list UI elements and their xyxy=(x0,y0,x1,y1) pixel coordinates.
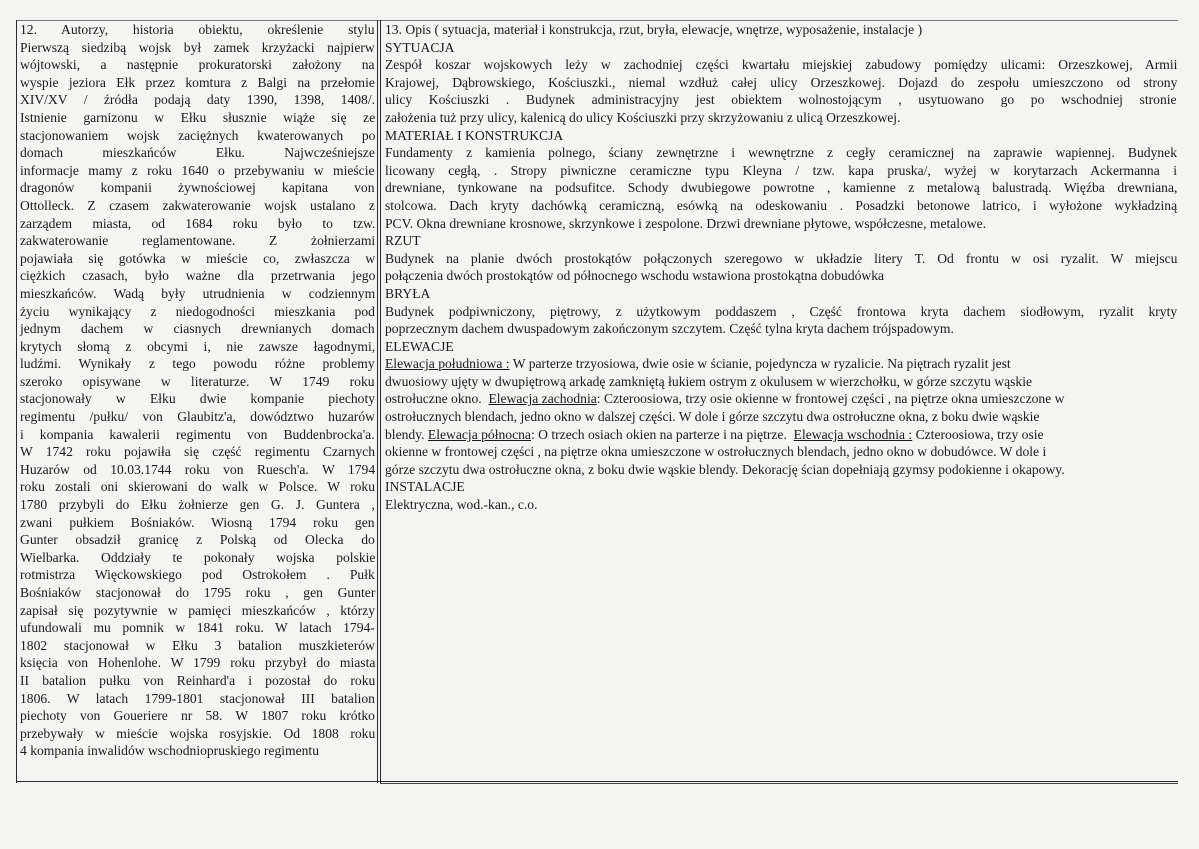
text-line-content: Fundamenty z kamienia polnego, ściany zewnętrzne i wewnętrzne z cegły ceramicznej na zaprawie wapiennej. Budynek xyxy=(385,145,1177,161)
text-line-content: Gunter obsadził granicę z Polską od Olecka do xyxy=(20,532,375,548)
text-line-content: połączenia dwóch prostokątów od północnego wschodu wstawiona prostokątna dobudówka xyxy=(385,268,885,284)
text-line xyxy=(20,267,375,285)
text-line-content: ufundowali mu pomnik w 1841 roku. W latach 1794- xyxy=(20,620,375,636)
text-line xyxy=(385,179,1177,197)
rzut-title: RZUT xyxy=(385,233,421,249)
text-line xyxy=(20,74,375,92)
text-line xyxy=(20,654,375,672)
elewacje-line: górze szczytu dwa ostrołuczne okna, z boku dwie wąskie blendy. Dekorację ścian dopełniają gzymsy podokienne i okapowy. xyxy=(385,461,1065,477)
text-line xyxy=(20,742,375,760)
text-line xyxy=(20,549,375,567)
text-line-content: Bośniaków stacjonował do 1795 roku , gen Gunter xyxy=(20,585,376,600)
material-text xyxy=(385,144,1177,232)
text-line xyxy=(20,531,375,549)
text-line-content: poprzecznym dachem dwuspadowym zakończonym szczytem. Część tylna kryta dachem trójspadowym. xyxy=(385,321,954,337)
text-line-content: piechoty von Goueriere nr 58. W 1807 roku krótko xyxy=(20,708,375,724)
bryla-text xyxy=(385,303,1177,338)
bryla-title: BRYŁA xyxy=(385,285,431,301)
text-line-content: roku zostali oni skierowani do walk w Polsce. W roku xyxy=(20,479,375,495)
text-line xyxy=(20,162,375,180)
text-line xyxy=(20,408,375,426)
elewacje-title: ELEWACJE xyxy=(385,338,454,354)
text-line-content: założenia tuż przy ulicy, kalenicą do ulicy Kościuszki przy skrzyżowaniu z ulicą Orzeszkowej. xyxy=(385,109,901,125)
text-line xyxy=(385,197,1177,215)
text-line xyxy=(385,162,1177,180)
instalacje-text: Elektryczna, wod.-kan., c.o. xyxy=(385,497,538,513)
text-line-content: zwani pułkiem Bośniaków. Wiosną 1794 roku gen xyxy=(20,514,375,530)
text-line-content: domach mieszkańców Ełku. Najwcześniejsze xyxy=(20,145,375,161)
text-line-content: rotmistrza Więckowskiego pod Ostrokołem . Pułk xyxy=(20,567,375,583)
text-line-content: stacjonowaniem wojsk zaciężnych kwaterowanych po xyxy=(20,127,376,143)
text-line-content: przebywały w mieście wojska rosyjskie. Od 1808 roku xyxy=(20,725,376,741)
text-line-content: 12. Autorzy, historia obiektu, określenie stylu xyxy=(20,22,375,37)
bottom-border-inner xyxy=(380,783,1178,784)
text-line xyxy=(20,56,375,74)
text-line-content: dragonów kompanii żywnościowej kapitana von xyxy=(20,180,375,196)
material-title: MATERIAŁ I KONSTRUKCJA xyxy=(385,127,564,143)
text-line-content: 1802 stacjonował w Ełku 3 batalion muszkieterów xyxy=(20,637,375,653)
elewacje-line: dwuosiowy ujęty w dwupiętrową arkadę zamkniętą łukiem ostrym z okulusem w wierzchołku, w górze szczytu wąskie xyxy=(385,373,1033,389)
text-line xyxy=(385,91,1177,109)
text-line xyxy=(20,637,375,655)
text-line-content: regimentu /pułku/ von Glaubitz'a, dowództwo huzarów xyxy=(20,409,375,425)
text-line-content: stacjonowały w Ełku dwie kompanie piechoty xyxy=(20,391,376,407)
text-line-content: Budynek podpiwniczony, piętrowy, z użytkowym poddaszem , Część frontowa kryta dachem siodłowym, ryzalit kryty xyxy=(385,303,1178,319)
text-line xyxy=(385,109,1177,127)
elewacje-line: okienne w frontowej części , na piętrze okna umieszczone w ostrołucznych blendach, jedno okno w dobudówce. W dole i xyxy=(385,444,1047,460)
text-line-content: jednym dachem w ciasnych drewnianych domach xyxy=(20,321,375,337)
elewacje-line: ostrołucznych blendach, jedno okno w dalszej części. W dole i górze szczytu dwa ostrołuczne okna, z boku dwie wąskie xyxy=(385,409,1040,425)
text-line xyxy=(20,179,375,197)
text-line xyxy=(20,21,375,39)
text-line-content: i kompania kawalerii regimentu von Buddenbrocka'a. xyxy=(20,426,375,442)
text-line-content: XIV/XV / źródła podają daty 1390, 1398, 1408/. xyxy=(20,92,376,108)
text-line-content: szeroko opisywane w literaturze. W 1749 roku xyxy=(20,373,375,389)
text-line xyxy=(385,303,1177,321)
text-line xyxy=(20,250,375,268)
text-line-content: wyspie jeziora Ełk przez komtura z Balgi na przełomie xyxy=(20,74,375,90)
instalacje-title: INSTALACJE xyxy=(385,479,465,495)
text-line xyxy=(385,320,1177,338)
text-line-content: ciężkich czasach, było ważne dla przetrwania jego xyxy=(20,268,376,284)
elewacja-zachodnia-label: Elewacja zachodnia xyxy=(488,391,597,407)
text-line-content: życiu wynikający z niedogodności mieszkania pod xyxy=(20,303,375,319)
text-line xyxy=(20,390,375,408)
text-line xyxy=(385,74,1177,92)
text-line-content: Pierwszą siedzibą wojsk był zamek krzyżacki najpierw xyxy=(20,39,375,55)
text-line xyxy=(20,91,375,109)
text-line-content: PCV. Okna drewniane krosnowe, skrzynkowe i zespolone. Drzwi drewniane płytowe, współczesne, metalowe. xyxy=(385,215,987,231)
text-line xyxy=(20,285,375,303)
section-13-heading: 13. Opis ( sytuacja, materiał i konstrukcja, rzut, bryła, elewacje, wnętrze, wyposażenie, instalacje ) xyxy=(385,22,923,37)
elewacje-line: blendy. Elewacja północna : O trzech osiach okien na parterze i na piętrze. Elewacja wschodnia : Czteroosiowa, trzy osie xyxy=(385,426,1044,442)
text-line xyxy=(20,514,375,532)
elewacje-line: Elewacja południowa : W parterze trzyosiowa, dwie osie w ścianie, pojedyncza w ryzalicie. Na piętrach ryzalit jest xyxy=(385,356,1011,372)
text-line xyxy=(385,56,1177,74)
text-line-content: Huzarów od 10.03.1744 roku von Ruesch'a. W 1794 xyxy=(20,461,376,477)
text-line xyxy=(385,144,1177,162)
text-line-content: wójtowski, a następnie prokuratorski założony na xyxy=(20,57,375,73)
text-line-content: mieszkańców. Wadą były utrudnienia w codziennym xyxy=(20,285,376,301)
text-line xyxy=(20,461,375,479)
text-line xyxy=(20,39,375,57)
text-line-content: II batalion pułku von Reinhard'a i pozostał do roku xyxy=(20,672,376,688)
text-line xyxy=(20,672,375,690)
text-line xyxy=(20,478,375,496)
text-line xyxy=(20,303,375,321)
text-line xyxy=(20,443,375,461)
text-line-content: Zespół koszar wojskowych leży w zachodniej części kwartału miejskiej zabudowy pomiędzy ulicami: Orzeszkowej, Armii xyxy=(385,57,1178,73)
text-line-content: zapisał się pozytywnie w pamięci mieszkańców , którzy xyxy=(20,602,376,618)
text-line-content: pojawiała się gotówka w mieście co, zwłaszcza w xyxy=(20,250,376,266)
text-line xyxy=(20,144,375,162)
text-line-content: Istnienie garnizonu w Ełku słusznie wiąże się ze xyxy=(20,109,376,125)
text-line-content: Wielbarka. Oddziały te pokonały wojska polskie xyxy=(20,549,376,565)
text-line-content: informacje mamy z roku 1640 o przebywaniu w mieście xyxy=(20,162,375,178)
elewacja-wschodnia-label: Elewacja wschodnia : xyxy=(793,426,913,442)
text-line xyxy=(20,426,375,444)
elewacje-line: ostrołuczne okno. Elewacja zachodnia : Czteroosiowa, trzy osie okienne w frontowej części , na piętrze okna umieszczone w xyxy=(385,391,1065,407)
text-line-content: Krajowej, Dąbrowskiego, Kościuszki., niemal wzdłuż całej ulicy Orzeszkowej. Dojazd do zespołu umieszczono od strony xyxy=(385,74,1178,90)
text-line xyxy=(20,707,375,725)
text-line-content: zakwaterowanie reglamentowane. Z żołnierzami xyxy=(20,233,376,249)
left-border xyxy=(16,20,17,783)
text-line-content: Ottolleck. Z czasem zakwaterowanie wojsk ustalano z xyxy=(20,197,375,213)
text-line xyxy=(385,215,1177,233)
column-divider xyxy=(377,20,378,783)
text-line xyxy=(20,355,375,373)
rzut-text xyxy=(385,250,1177,285)
text-line-content: krytych słomą z obcymi i, nie zawsze łagodnymi, xyxy=(20,338,376,354)
sytuacja-title: SYTUACJA xyxy=(385,39,455,55)
text-line-content: drewniane, tynkowane na podsufitce. Schody dwubiegowe powrotne , kamienne z metalową balustradą. Więźba drewniana, xyxy=(385,180,1178,196)
text-line-content: licowany cegłą, . Stropy piwniczne ceramiczne typu Kleyna / tzw. kapa pruska/, wyżej w korytarzach Ackermanna i xyxy=(385,162,1177,178)
text-line xyxy=(20,619,375,637)
text-line-content: stolcowa. Dach kryty dachówką ceramiczną, esówką na odeskowaniu . Posadzki betonowe latrico, i wyłożone wykładziną xyxy=(385,197,1178,213)
text-line-content: księcia von Hohenlohe. W 1799 roku przybył do miasta xyxy=(20,655,376,671)
text-line-content: 1806. W latach 1799-1801 stacjonował III batalion xyxy=(20,690,375,706)
text-line xyxy=(20,725,375,743)
text-line xyxy=(20,232,375,250)
text-line-content: W 1742 roku pojawiła się część regimentu Czarnych xyxy=(20,444,376,460)
text-line-content: Budynek na planie dwóch prostokątów połączonych szeregowo w układzie litery T. Od frontu w osi ryzalit. W miejscu xyxy=(385,250,1178,266)
text-line xyxy=(20,496,375,514)
column-divider-inner xyxy=(380,20,381,783)
text-line xyxy=(20,690,375,708)
text-line xyxy=(20,584,375,602)
text-line xyxy=(20,373,375,391)
text-line-content: ludźmi. Wynikały z tego powodu różne problemy xyxy=(20,356,375,372)
text-line-content: 1780 przybyli do Ełku żołnierze gen G. J. Guntera , xyxy=(20,497,375,513)
text-line-content: 4 kompania inwalidów wschodniopruskiego regimentu xyxy=(20,743,320,759)
text-line xyxy=(385,250,1177,268)
text-line xyxy=(20,602,375,620)
text-line xyxy=(20,566,375,584)
text-line xyxy=(20,127,375,145)
text-line xyxy=(20,109,375,127)
description-column xyxy=(385,21,1177,514)
text-line xyxy=(20,320,375,338)
history-column xyxy=(20,21,375,760)
text-line xyxy=(20,215,375,233)
sytuacja-text xyxy=(385,56,1177,126)
text-line xyxy=(20,197,375,215)
text-line-content: zarządem miasta, od 1684 roku było to tzw. xyxy=(20,215,376,231)
text-line-content: ulicy Kościuszki . Budynek administracyjny jest obiektem wolnostojącym , usytuowano go po wschodniej stronie xyxy=(385,92,1177,108)
elewacja-poludniowa-label: Elewacja południowa : xyxy=(385,356,510,372)
bottom-border xyxy=(16,781,1178,782)
text-line xyxy=(385,267,1177,285)
elewacja-polnocna-label: Elewacja północna xyxy=(427,426,531,442)
text-line xyxy=(20,338,375,356)
